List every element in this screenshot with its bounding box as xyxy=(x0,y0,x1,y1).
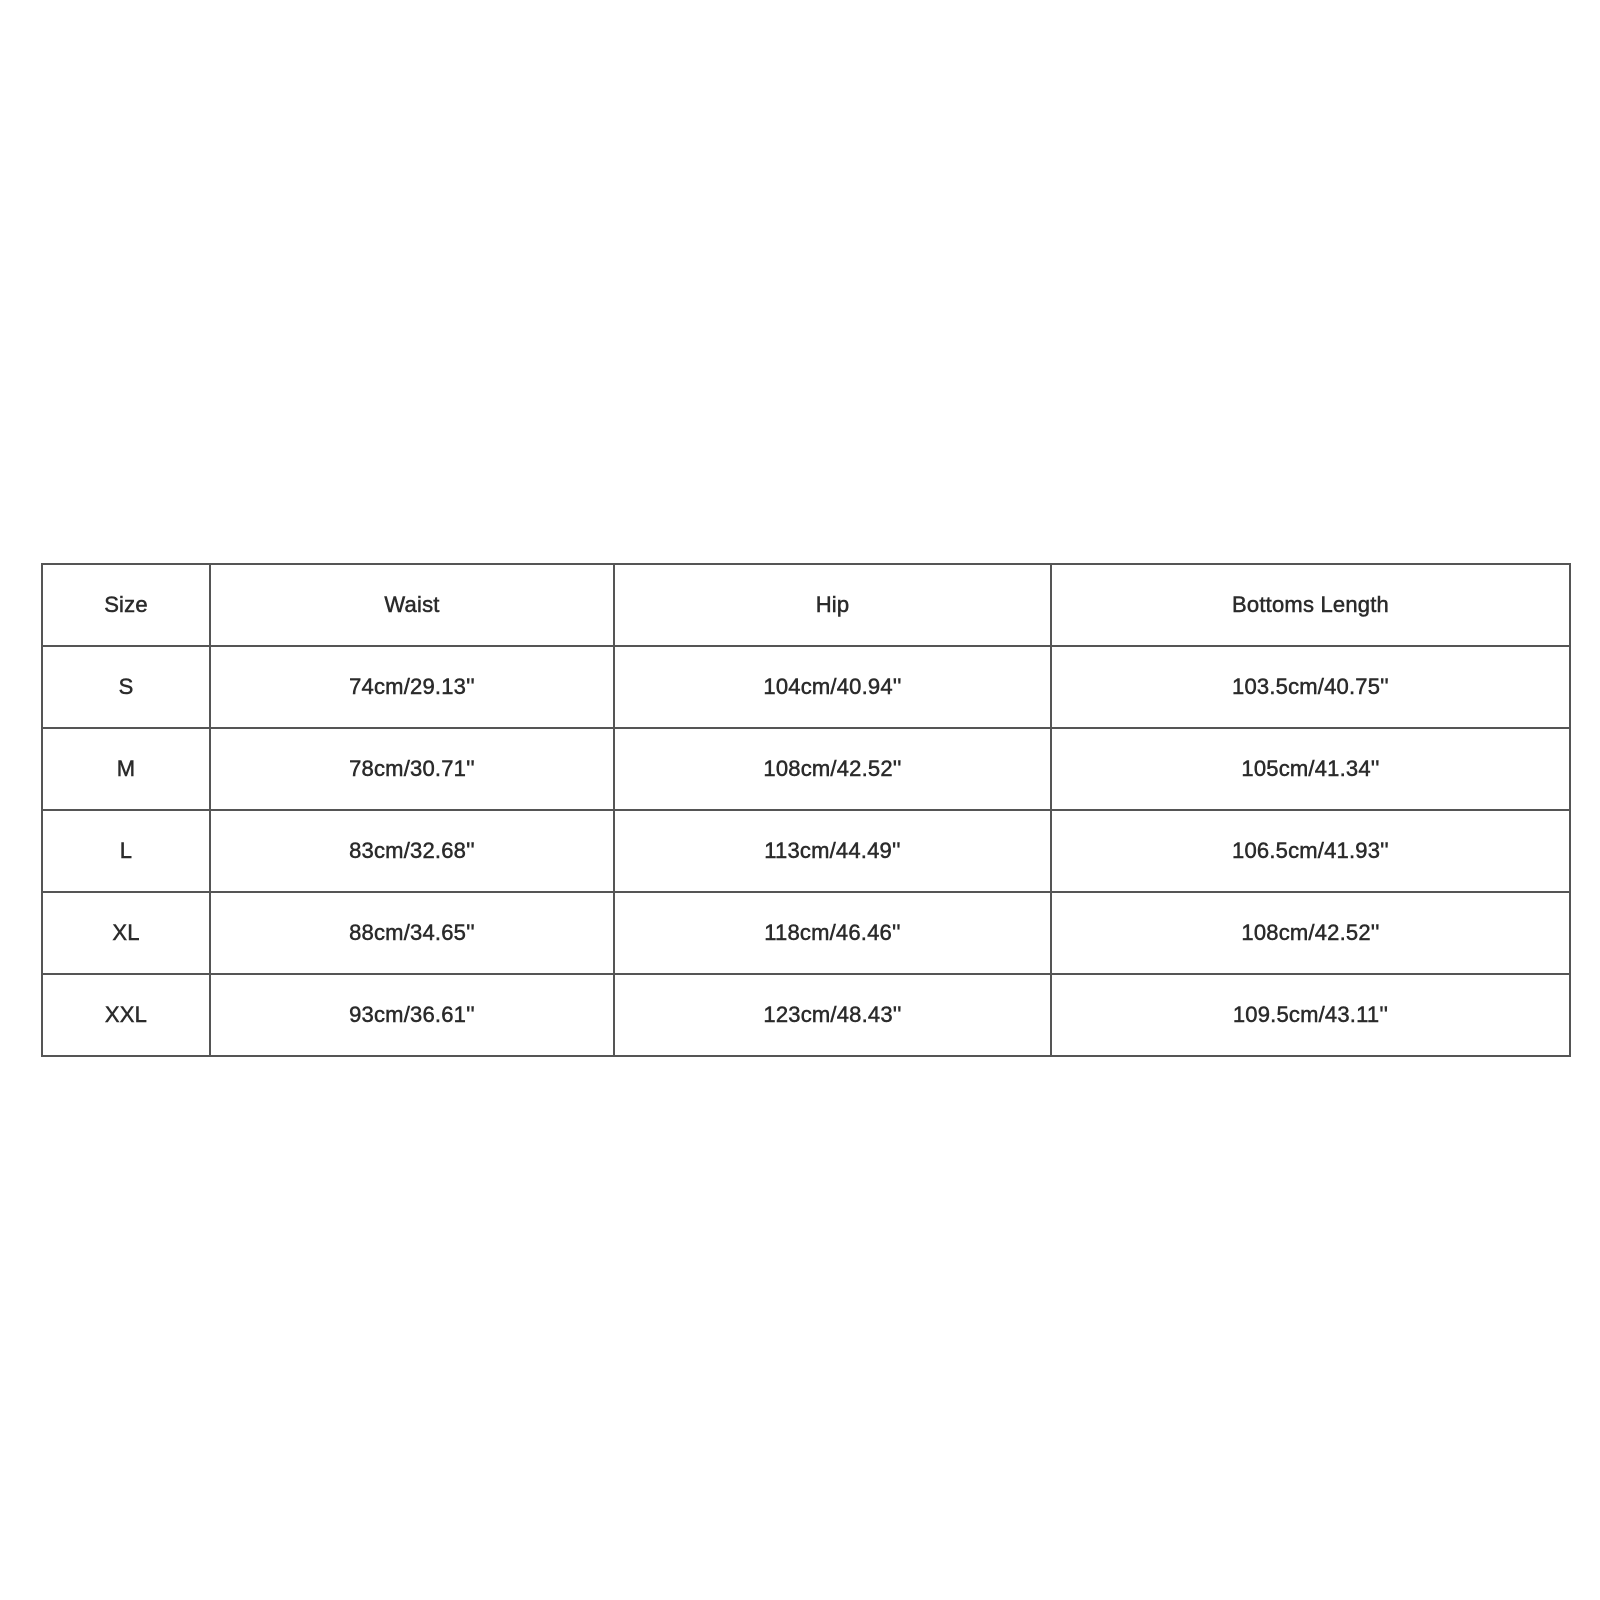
table-header-row xyxy=(42,564,1570,646)
cell-bottoms-length: 109.5cm/43.11'' xyxy=(1051,974,1570,1056)
cell-waist: 83cm/32.68'' xyxy=(210,810,614,892)
header-size: Size xyxy=(42,564,210,646)
cell-hip: 118cm/46.46'' xyxy=(614,892,1051,974)
cell-bottoms-length: 105cm/41.34'' xyxy=(1051,728,1570,810)
cell-bottoms-length: 106.5cm/41.93'' xyxy=(1051,810,1570,892)
header-waist: Waist xyxy=(210,564,614,646)
cell-bottoms-length: 108cm/42.52'' xyxy=(1051,892,1570,974)
header-bottoms-length: Bottoms Length xyxy=(1051,564,1570,646)
header-hip: Hip xyxy=(614,564,1051,646)
cell-waist: 88cm/34.65'' xyxy=(210,892,614,974)
cell-hip: 104cm/40.94'' xyxy=(614,646,1051,728)
cell-waist: 78cm/30.71'' xyxy=(210,728,614,810)
size-chart-table xyxy=(41,563,1571,1057)
table-row xyxy=(42,810,1570,892)
cell-waist: 93cm/36.61'' xyxy=(210,974,614,1056)
cell-size: M xyxy=(42,728,210,810)
table-row xyxy=(42,974,1570,1056)
table-row xyxy=(42,646,1570,728)
cell-size: XXL xyxy=(42,974,210,1056)
cell-waist: 74cm/29.13'' xyxy=(210,646,614,728)
table-row xyxy=(42,728,1570,810)
cell-size: S xyxy=(42,646,210,728)
cell-hip: 108cm/42.52'' xyxy=(614,728,1051,810)
cell-hip: 113cm/44.49'' xyxy=(614,810,1051,892)
table-row xyxy=(42,892,1570,974)
cell-bottoms-length: 103.5cm/40.75'' xyxy=(1051,646,1570,728)
cell-hip: 123cm/48.43'' xyxy=(614,974,1051,1056)
cell-size: L xyxy=(42,810,210,892)
cell-size: XL xyxy=(42,892,210,974)
